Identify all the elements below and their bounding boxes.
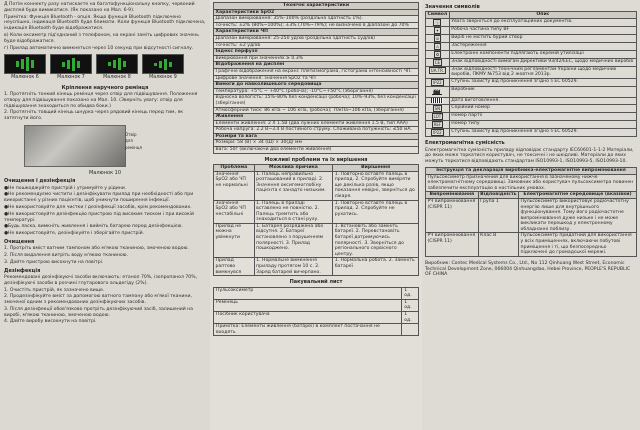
signal-bar xyxy=(154,63,157,66)
symbol-desc: Знак відповідності технічним регламентам України щодо медичних виробів, ПКМУ №753 від 2 жовтня 2013р. xyxy=(449,66,636,78)
symbol-row xyxy=(426,66,637,78)
spec-section xyxy=(214,62,419,69)
symbol-cell xyxy=(426,26,450,34)
manufacturer-text: Виробник: Contec Medical Systems Co., Ltd., No 112 Qinhuang West Street, Economic Technical Development Zone, 066004 Qinhuangdao, Hebei Province, PEOPLE'S REPUBLIC OF CHINA xyxy=(425,260,631,278)
symbol-icon: LOT xyxy=(433,114,442,120)
spec-row xyxy=(214,95,419,107)
pack-row xyxy=(214,287,419,299)
spec-table xyxy=(213,2,419,154)
column-header: Вирішення xyxy=(333,164,419,171)
spec-row xyxy=(214,107,419,114)
signal-bar xyxy=(123,61,126,67)
symbol-icon: ⚠ xyxy=(435,43,440,49)
spec-cell: Відображення на дисплеї xyxy=(214,62,419,69)
symbol-icon: REF xyxy=(433,122,442,128)
pack-row xyxy=(214,299,419,311)
emc-title: Електромагнітна сумісність xyxy=(425,140,505,147)
symbol-row xyxy=(426,58,637,66)
intro-paragraph: в) Коли оксиметр під'єднаний з телефоном, на екрані заміть цифрових значень буде відображатися. xyxy=(4,32,199,44)
symbol-cell xyxy=(426,58,450,66)
symbol-row xyxy=(426,42,637,50)
spec-section xyxy=(214,9,419,16)
column-header: Опис xyxy=(449,12,636,19)
figure xyxy=(50,54,92,81)
spec-title: Технічні характеристики xyxy=(214,3,419,10)
table-row xyxy=(214,258,419,276)
symbol-icon: IP22 xyxy=(433,80,442,86)
spec-cell: Відносна вологість: 15%–80% без конденсації (робоча); 10%–93%, без конденсації (зберігання) xyxy=(214,95,419,107)
symbol-icon: SN xyxy=(434,106,441,112)
pack-qty xyxy=(402,324,419,336)
signal-bar xyxy=(169,62,172,67)
column-header: Випромінювання xyxy=(426,192,479,199)
solution-cell: 1. Повторно вставте палець в прилад. 2. Спробуйте виміряти ще декілька разів, якщо показання невірні, зверніться до лікаря. xyxy=(333,171,419,200)
signal-bar xyxy=(118,58,121,70)
figure-label: Малюнок 7 xyxy=(57,75,85,81)
symbol-cell xyxy=(426,121,450,129)
trouble-table xyxy=(213,164,419,276)
table-row xyxy=(214,223,419,258)
symbol-cell xyxy=(426,34,450,42)
emc-table-title: Інструкція та декларація виробника-електромагнітне випромінювання xyxy=(426,167,637,174)
signal-bar xyxy=(62,62,65,67)
strap-photo xyxy=(24,125,142,167)
symbol-desc: Ступінь захисту від проникнення згідно з ЕС 60529. xyxy=(449,79,636,87)
column-header: Можлива причина xyxy=(254,164,333,171)
clean-bullet: ●Будь ласка, вимкніть живлення і вийміть батарею перед дезінфекцією. xyxy=(4,224,183,230)
spec-row xyxy=(214,75,419,82)
clean-step: 2. Після видалення витріть воду м'якою тканиною. xyxy=(4,253,129,259)
spec-cell: Діапазон вимірювання: 35%–100% (роздільна здатність 1%). xyxy=(214,16,419,23)
pack-table xyxy=(213,287,419,337)
symbol-desc: Електронні компоненти підлягають окремій утилізації xyxy=(449,50,636,58)
table-row xyxy=(214,171,419,200)
emc-table-text: Пульсоксиметр призначений для використання в зазначеному нижче електромагнітному середовищі. Замовник або користувач пульсоксиметра повинен забезпечити експлуатацію в настільних умовах. xyxy=(426,174,637,192)
clean-bullet: ●Не рекомендуємо чистити і дезінфікувати прилад при необхідності або при використанні у різних пацієнтів, щоб уникнути поширення інфекції. xyxy=(4,192,194,204)
disinfection-paragraph: 1. Очистіть пристрій, як зазначено вище. xyxy=(4,287,105,293)
pack-item: Посібник користувача xyxy=(214,311,402,323)
clean-title: Очищення і дезінфекція xyxy=(4,178,76,185)
signal-bar xyxy=(31,60,34,68)
spec-row xyxy=(214,35,419,42)
spec-cell: Атмосферний тиск: 86 кПа ~ 106 кПа, (робоча); 70кПа~106 кПа, (зберігання) xyxy=(214,107,419,114)
symbols-table xyxy=(425,11,637,137)
symbol-cell xyxy=(426,50,450,58)
spec-row xyxy=(214,88,419,95)
clean-bullet: ●Не використовуйте дезінфекцію пристрою під високим тиском і при високій температурі. xyxy=(4,211,194,223)
problem-cell: Значення SpO2 або ЧП не нормальні xyxy=(214,171,255,200)
emission-cell: РЧ випромінювання (CISPR 11) xyxy=(426,233,479,256)
symbol-desc: Ступінь захисту від проникнення згідно з ЕС 60529. xyxy=(449,129,636,137)
figure-row xyxy=(4,54,206,81)
strap-text xyxy=(4,92,206,122)
signal-bar xyxy=(164,59,167,70)
column-header: Відповідність xyxy=(480,192,517,198)
problem-cell: Прилад не можна увімкнути xyxy=(214,223,255,258)
spec-row xyxy=(214,42,419,49)
spec-row xyxy=(214,68,419,75)
spec-row xyxy=(214,147,419,154)
problem-cell: Значення SpO2 або ЧП нестабільні xyxy=(214,200,255,223)
compliance-cell: Клас B xyxy=(478,233,518,256)
symbols-title: Значення символів xyxy=(425,4,480,10)
spec-cell: Характеристики ЧП xyxy=(214,29,419,36)
signal-bar xyxy=(72,58,75,71)
symbol-cell xyxy=(426,18,450,26)
pack-qty: 1 од. xyxy=(402,299,419,311)
intro-text xyxy=(4,2,206,51)
strap-paragraph: 2. Протягніть товщий кінець шнурка через рядовий кінець перед тим, як затягнути його. xyxy=(4,110,183,122)
right-column xyxy=(422,0,640,430)
environment-cell: Пульсоксиметр придатний для використання у всіх приміщеннях, включаючи побутові приміщення і ті, що безпосередньо підключені до громадської мережі. xyxy=(519,233,637,256)
middle-column xyxy=(210,0,422,430)
solution-cell: 1. Нормальна робота. 2. Замініть батареї xyxy=(333,258,419,276)
symbol-desc: Серійний номер xyxy=(449,105,636,113)
figure xyxy=(96,54,138,81)
symbol-cell xyxy=(426,42,450,50)
symbol-row xyxy=(426,129,637,137)
spec-row xyxy=(214,16,419,23)
spec-cell: Графічне відображення на екрані: плетизмограма, гістограма інтенсивності ЧП. xyxy=(214,68,419,75)
oximeter-display xyxy=(96,54,138,74)
symbol-row xyxy=(426,105,637,113)
pack-row xyxy=(214,311,419,323)
pack-title: Пакувальний лист xyxy=(289,279,343,286)
spec-section xyxy=(214,49,419,56)
emc-text: Електромагнітна сумісність приладу відповідає стандарту IEC60601-1-1-2 Матеріали, до яких може торкатися користувач, не токсичні і не шкідливі. Матеріали до яких можуть торкатися відповідають стандартам ISO10993-1, ISO10993-5, ISO10993-10. xyxy=(425,147,634,165)
column-header: Символ xyxy=(427,12,448,18)
photo-label: Малюнок 10 xyxy=(88,169,122,176)
spec-row xyxy=(214,55,419,62)
symbol-cell xyxy=(426,113,450,121)
spec-cell: Робоча напруга: 2.2 В~3.4 В постійного струму. Споживана потужність: ≤50 мА. xyxy=(214,127,419,134)
symbol-icon: UA.TR. xyxy=(430,67,444,73)
signal-bar xyxy=(16,61,19,67)
left-column xyxy=(0,0,210,430)
symbol-desc: Номер партії xyxy=(449,113,636,121)
pack-item: Ремінець xyxy=(214,299,402,311)
pack-item: Пульсоксиметр xyxy=(214,287,402,299)
column-header: Електромагнітне середовище (вказівки) xyxy=(519,192,637,199)
symbol-row xyxy=(426,50,637,58)
pack-qty: 1 од. xyxy=(402,311,419,323)
oximeter-display xyxy=(142,54,184,74)
spec-cell: Точність: ±2% (80%~100%); ±3% (70%~79%); не визначено в діапазоні до 70% xyxy=(214,22,419,29)
spec-cell: Цифрове значення: значення SpO2 та ЧП xyxy=(214,75,419,82)
cause-cell: 1. Палець неправильно розташований в приладі. 2. Значення оксигемоглобіну пацієнта є занадто низьким. xyxy=(254,171,333,200)
symbol-cell xyxy=(426,105,450,113)
symbol-cell xyxy=(426,66,450,78)
clean-bullet: ●Не пошкоджуйте пристрій і утримуйте у рідини. xyxy=(4,185,127,191)
spec-cell: Діапазон вимірювання: 25-250 уд/хв (роздільна здатність 1уд/хв) xyxy=(214,35,419,42)
environment-cell: Пульсоксиметр використовує радіочастотну енергію лише для внутрішнього функціонування. Тому його радіочастотне випромінювання дуже низьке і не може викликати перешкод у електронному обладнанні поблизу. xyxy=(519,198,637,233)
figure-label: Малюнок 6 xyxy=(11,75,39,81)
figure xyxy=(4,54,46,81)
figure-label: Малюнок 9 xyxy=(149,75,177,81)
signal-bar xyxy=(159,61,162,68)
symbol-icon: ✦ xyxy=(435,27,440,33)
figure xyxy=(142,54,184,81)
symbol-desc: Виробник xyxy=(449,87,636,98)
symbol-icon: ⊘ xyxy=(435,35,440,41)
symbol-row xyxy=(426,34,637,42)
date-icon xyxy=(431,98,443,103)
symbol-cell xyxy=(426,129,450,137)
symbol-desc: Застереження xyxy=(449,42,636,50)
spec-row xyxy=(214,127,419,134)
spec-cell: Елементи живлення: 2 X 1.5В (два лужних елементи живлення 1.5 В, тип ААА) xyxy=(214,120,419,127)
cause-cell: 1. Нормальне вимкнення приладу протягом 10 с. 2. Заряд батарей вичерпано. xyxy=(254,258,333,276)
intro-paragraph: Д Потім коннекту разу натискаєте на багатофункціональну кнопку, червоний дисплей буде вимикатися. (Як показано на Мал. 6-9). xyxy=(4,2,195,13)
spec-cell: Розміри та вага xyxy=(214,133,419,140)
cause-cell: 1. Батарея розряджена або відсутня. 2. Батареї встановлено з порушенням полярності. 3. Прилад пошкоджено. xyxy=(254,223,333,258)
emission-cell: РЧ випромінювання (CISPR 11) xyxy=(426,198,479,233)
clean-subtitle: Очищення xyxy=(4,238,35,245)
symbol-icon: ♻ xyxy=(435,51,440,57)
spec-cell: Вага: 50г (включаючи два елементи живлення) xyxy=(214,147,419,154)
spec-cell: Вимірювання при значеннях ≥ 0.3% xyxy=(214,55,419,62)
solution-cell: 1. Повторно вставте палець в прилад. 2. Спробуйте не рухатись. xyxy=(333,200,419,223)
clean-step: 3. Дайте пристрою висохнути на повітрі. xyxy=(4,259,104,265)
symbol-icon: ⓘ xyxy=(435,19,440,25)
oximeter-display xyxy=(4,54,46,74)
clean-bullet: ●Не використовуйте для чистки / дезінфекції засобів, крім рекомендованих. xyxy=(4,204,192,210)
column-header: Проблема xyxy=(214,164,255,171)
compliance-cell: Група 1 xyxy=(478,198,518,233)
signal-bar xyxy=(21,59,24,69)
clean-bullets xyxy=(4,186,206,237)
clean-bullet: ●Не використовуйте, дезінфікуйте і зберігайте пристрій. xyxy=(4,231,145,237)
spec-row xyxy=(214,140,419,147)
spec-cell: Точність: ±2 уд/хв xyxy=(214,42,419,49)
emc-table xyxy=(425,167,637,257)
symbol-cell xyxy=(426,87,450,98)
disinfection-paragraph: 3. Після дезінфекції обов'язково протріть дезінфікуючий засіб, залишений на виробі, м'якою тканиною, змоченою водою. xyxy=(4,306,193,318)
table-row xyxy=(214,200,419,223)
spec-cell: Живлення xyxy=(214,114,419,121)
symbol-desc: Робоча частина типу BF xyxy=(449,26,636,34)
disinfection-paragraph: 2. Продезінфікуйте вміст за допомогою ватного тампону або м'якої тканини, змоченої одним з рекомендованих дезінфікуючих засобів. xyxy=(4,294,192,306)
spec-cell: Характеристики SpO2 xyxy=(214,9,419,16)
symbol-cell xyxy=(426,97,450,105)
manufacturer-icon xyxy=(432,87,442,95)
disinfection-paragraph: Рекомендовані дезінфікуючі засоби включають: етанол 70%, ізопропанол 70%, дезінфікуючі засоби в розчині глутарового альдегіду (2%). xyxy=(4,274,198,286)
figure-label: Малюнок 8 xyxy=(103,75,131,81)
spec-row xyxy=(214,120,419,127)
spec-section xyxy=(214,29,419,36)
spec-cell: Розміри: 58 (В) × 34 (Ш) × 30(Д) мм xyxy=(214,140,419,147)
solution-cell: 1. Встановіть або замініть батареї. 2. Перевстановіть батареї дотримуючись полярності. 3. Зверніться до регіонального сервісного центру. xyxy=(333,223,419,258)
clean-steps xyxy=(4,246,206,265)
trouble-title: Можливі проблеми та їх вирішення xyxy=(264,156,368,163)
spec-section xyxy=(214,133,419,140)
spec-row xyxy=(214,22,419,29)
strap-title: Кріплення наручного ремінця xyxy=(61,84,149,91)
symbol-icon: CE xyxy=(434,59,441,65)
symbol-row xyxy=(426,121,637,129)
photo-tip: Отвір для ремінця xyxy=(125,131,142,150)
symbol-icon: IP22 xyxy=(433,130,442,136)
signal-bar xyxy=(67,60,70,69)
symbol-row xyxy=(426,97,637,105)
spec-cell: Вимоги до навколишнього середовища xyxy=(214,82,419,89)
intro-paragraph: Примітка: Функція Bluetooth - опція. Якщо функція Bluetooth підключено неуспішно, індикація Bluetooth буде блимати. Коли функція Bluetooth підключена, індикація Bluetooth буде відображатися. xyxy=(4,14,206,32)
spec-section xyxy=(214,114,419,121)
clean-step: 1. Протріть вміст ватним тампоном або м'якою тканиною, змоченою водою. xyxy=(4,246,189,252)
signal-bar xyxy=(108,62,111,66)
disinfection-paragraph: 4. Дайте виробу висохнути на повітрі. xyxy=(4,319,97,325)
signal-bar xyxy=(26,57,29,71)
symbol-desc: Номер типу xyxy=(449,121,636,129)
signal-bar xyxy=(113,60,116,68)
disinfection-text xyxy=(4,275,206,325)
symbol-desc: Знак відповідності вимогам Директиви 93/42/ЕЕС, щодо медичних виробів xyxy=(449,58,636,66)
oximeter-display xyxy=(50,54,92,74)
signal-bar xyxy=(77,61,80,68)
cause-cell: 1. Палець в приладі вставлено не повністю. 2. Палець тремтить або знаходиться в стані руху. xyxy=(254,200,333,223)
symbol-desc: Виріб не містить бурий створ xyxy=(449,34,636,42)
intro-paragraph: г) Прилад автоматично вимкнеться через 10 секунд при відсутності сигналу. xyxy=(4,45,194,51)
strap-paragraph: 1. Протягніть тонкий кінець ремінця через отвір для підвішування. Положення отвору для підвішування показано на Мал. 10. (Зверніть увагу: отвір для підвішування знаходиться по обидва боки.) xyxy=(4,91,198,109)
emc-row xyxy=(426,198,637,233)
emc-row xyxy=(426,233,637,256)
symbol-desc: Увага зверніться до експлуатаційних документів. xyxy=(449,18,636,26)
disinfection-subtitle: Дезінфекція xyxy=(4,267,41,274)
problem-cell: Прилад раптово вимкнувся xyxy=(214,258,255,276)
symbol-cell xyxy=(426,79,450,87)
symbol-row xyxy=(426,79,637,87)
symbol-row xyxy=(426,87,637,98)
symbol-desc: Дата виготовлення. xyxy=(449,97,636,105)
symbol-row xyxy=(426,26,637,34)
pack-qty: 1 од. xyxy=(402,287,419,299)
spec-cell: Індекс перфузії xyxy=(214,49,419,56)
pack-item: Примітка: Елементи живлення (батареї) в комплект постачання не входять xyxy=(214,324,402,336)
symbol-row xyxy=(426,113,637,121)
symbol-row xyxy=(426,18,637,26)
spec-section xyxy=(214,82,419,89)
spec-cell: Температура: +5°С ~ +40°С (робоча); -10°С~+50°С (зберігання) xyxy=(214,88,419,95)
pack-row xyxy=(214,324,419,336)
